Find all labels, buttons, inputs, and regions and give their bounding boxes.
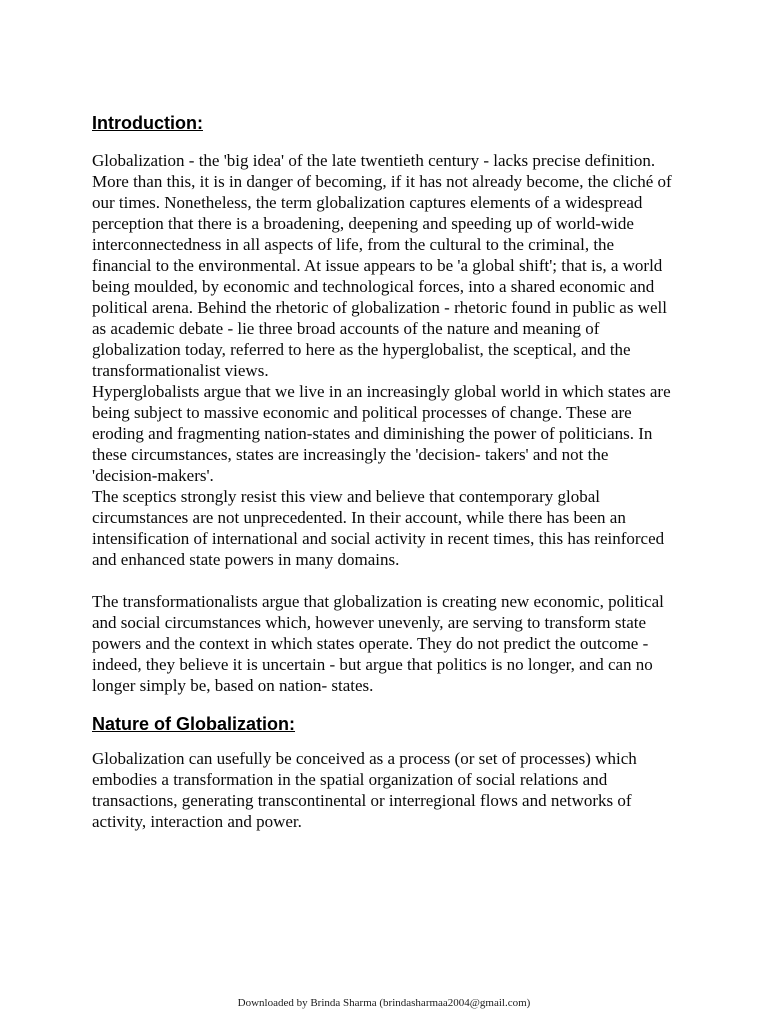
section-heading-nature-of-globalization: Nature of Globalization:: [92, 714, 296, 734]
document-content: [92, 112, 676, 832]
paragraph: Hyperglobalists argue that we live in an increasingly global world in which states are being subject to massive economic and political processes of change. These are eroding and fragmenting nation-states and diminishing the power of politicians. In these circumstances, states are increasingly the 'decision- takers' and not the 'decision-makers'.: [92, 382, 671, 485]
paragraph: Globalization can usefully be conceived as a process (or set of processes) which embodies a transformation in the spatial organization of social relations and transactions, generating transcontinental or interregional flows and networks of activity, interaction and power.: [92, 749, 637, 831]
paragraph: The transformationalists argue that globalization is creating new economic, political and social circumstances which, however unevenly, are serving to transform state powers and the context in which states operate. They do not predict the outcome - indeed, they believe it is uncertain - but argue that politics is no longer, and can no longer simply be, based on nation- states.: [92, 592, 664, 695]
download-attribution: Downloaded by Brinda Sharma (brindasharmaa2004@gmail.com): [237, 997, 531, 1009]
paragraph: The sceptics strongly resist this view and believe that contemporary global circumstances are not unprecedented. In their account, while there has been an intensification of international and social activity in recent times, this has reinforced and enhanced state powers in many domains.: [92, 487, 665, 569]
section-heading-introduction: Introduction:: [92, 113, 203, 133]
paragraph: Globalization - the 'big idea' of the late twentieth century - lacks precise definition. More than this, it is in danger of becoming, if it has not already become, the cliché of our times. Nonetheless, the term globalization captures elements of a widespread perception that there is a broadening, deepening and speeding up of world-wide interconnectedness in all aspects of life, from the cultural to the criminal, the financial to the environmental. At issue appears to be 'a global shift'; that is, a world being moulded, by economic and technological forces, into a shared economic and political arena. Behind the rhetoric of globalization - rhetoric found in public as well as academic debate - lie three broad accounts of the nature and meaning of globalization today, referred to here as the hyperglobalist, the sceptical, and the transformationalist views.: [92, 151, 672, 380]
